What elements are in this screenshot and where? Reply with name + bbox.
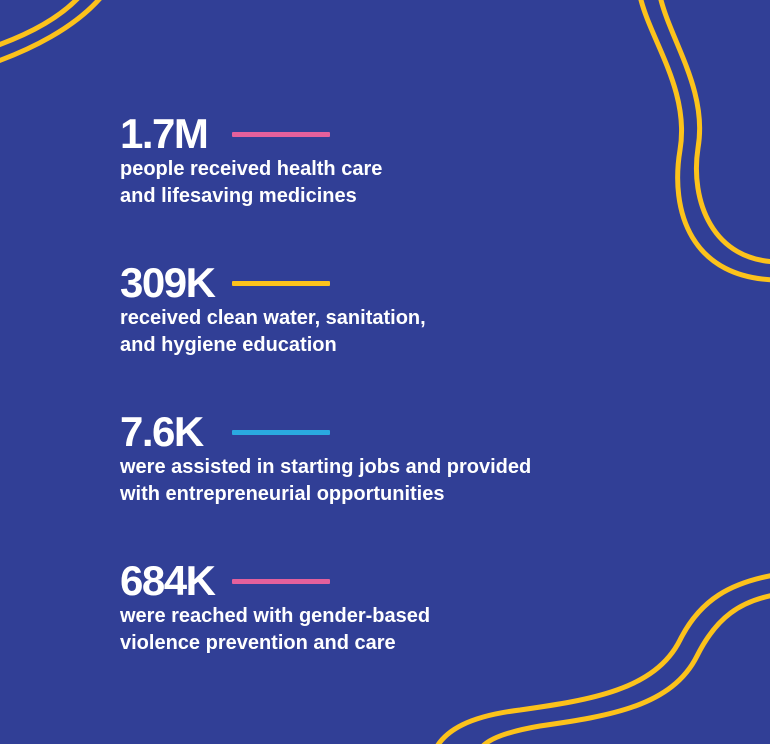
stat-block-clean-water [120, 261, 426, 359]
stat-value: 684K [120, 557, 215, 604]
description-line-1: were assisted in starting jobs and provided [120, 456, 532, 478]
description-line-2: and lifesaving medicines [120, 185, 357, 207]
stat-description [120, 603, 430, 657]
stat-value: 1.7M [120, 110, 208, 157]
top-left-squiggle-outer [0, 0, 102, 64]
stat-description [120, 454, 531, 508]
accent-dash [232, 579, 330, 584]
accent-dash [232, 132, 330, 137]
stat-value: 309K [120, 259, 215, 306]
description-line-2: with entrepreneurial opportunities [120, 483, 445, 505]
description-line-2: violence prevention and care [120, 632, 396, 654]
description-line-1: people received health care [120, 158, 383, 180]
stat-description [120, 305, 426, 359]
stat-block-gender-violence [120, 559, 430, 657]
description-line-2: and hygiene education [120, 334, 337, 356]
description-line-1: received clean water, sanitation, [120, 307, 426, 329]
bottom-right-squiggle-outer [435, 574, 770, 744]
top-right-squiggle-outer [640, 0, 770, 280]
accent-dash [232, 430, 330, 435]
accent-dash [232, 281, 330, 286]
bottom-right-squiggle-inner [480, 594, 770, 744]
stat-block-health-care [120, 112, 382, 210]
description-line-1: were reached with gender-based [120, 605, 431, 627]
top-right-squiggle-inner [660, 0, 770, 262]
stat-value: 7.6K [120, 408, 203, 455]
stat-description [120, 156, 382, 210]
stat-block-jobs [120, 410, 531, 508]
